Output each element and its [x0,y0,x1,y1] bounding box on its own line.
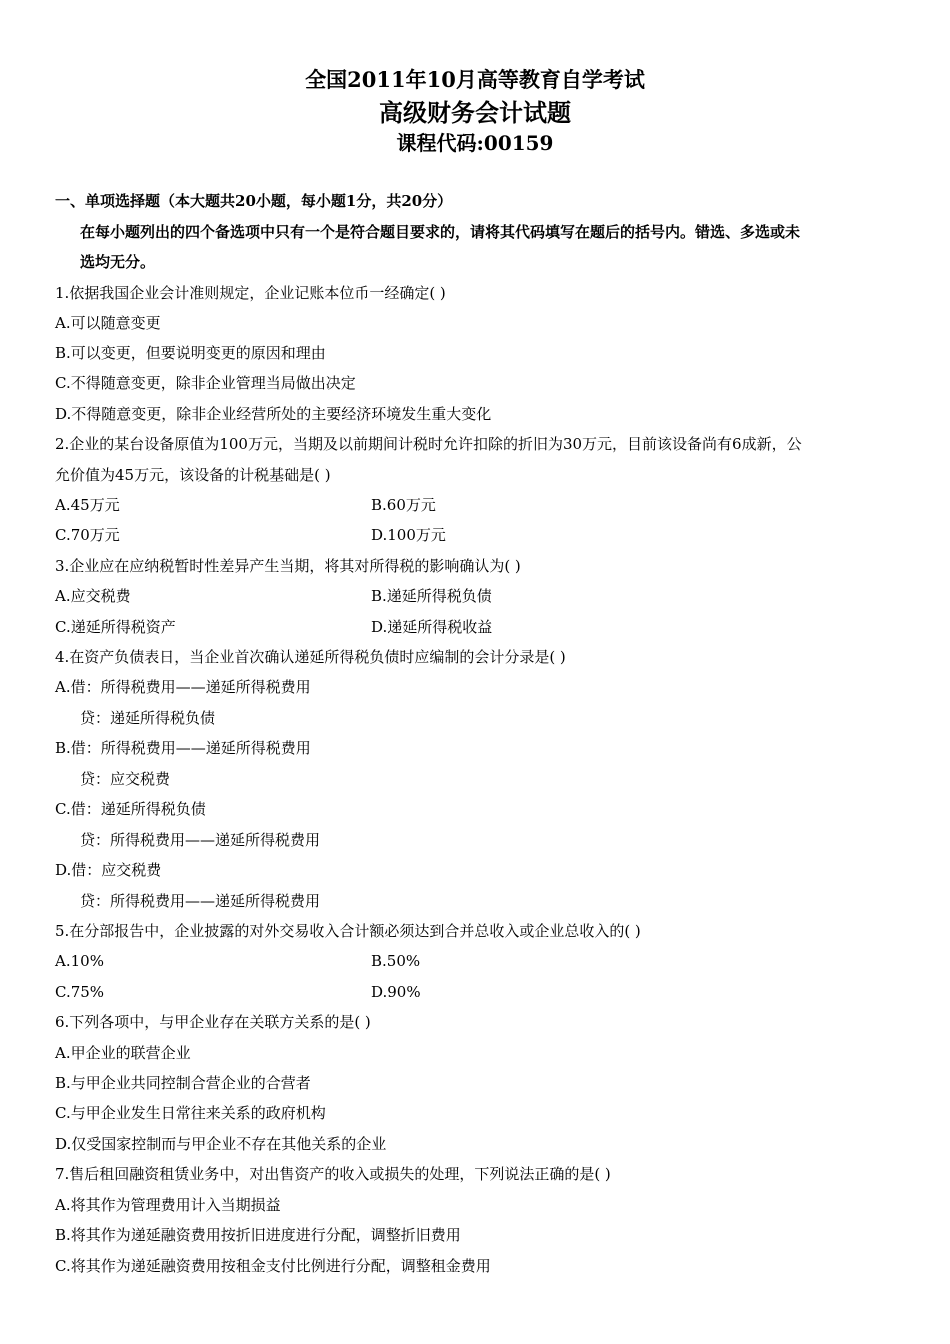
option-a-credit: 贷：递延所得税负债 [80,709,216,727]
option-c: C.不得随意变更，除非企业管理当局做出决定 [55,374,356,392]
option-d: D.仅受国家控制而与甲企业不存在其他关系的企业 [55,1135,387,1153]
section-instructions: 在每小题列出的四个备选项中只有一个是符合题目要求的，请将其代码填写在题后的括号内。错选、多选或未 [80,223,801,241]
question-stem: 6.下列各项中，与甲企业存在关联方关系的是( ) [55,1013,371,1031]
option-d: D.递延所得税收益 [371,618,493,636]
option-a: A.45万元 [55,496,120,514]
option-d: D.100万元 [371,526,446,544]
exam-title: 全国2011年10月高等教育自学考试 [305,67,645,92]
option-b-credit: 贷：应交税费 [80,770,171,788]
option-b: B.与甲企业共同控制合营企业的合营者 [55,1074,311,1092]
section-instructions-cont: 选均无分。 [80,253,156,271]
question-stem: 5.在分部报告中，企业披露的对外交易收入合计额必须达到合并总收入或企业总收入的( ) [55,922,641,940]
section-heading: 一、单项选择题（本大题共20小题，每小题1分，共20分） [55,192,453,210]
option-c: C.75% [55,983,105,1001]
option-c: C.与甲企业发生日常往来关系的政府机构 [55,1104,326,1122]
option-b: B.将其作为递延融资费用按折旧进度进行分配，调整折旧费用 [55,1226,461,1244]
course-code: 课程代码:00159 [396,131,554,155]
option-d-debit: D.借：应交税费 [55,861,162,879]
option-d: D.不得随意变更，除非企业经营所处的主要经济环境发生重大变化 [55,405,492,423]
option-d-credit: 贷：所得税费用——递延所得税费用 [80,892,321,910]
option-b-debit: B.借：所得税费用——递延所得税费用 [55,739,311,757]
option-a: A.甲企业的联营企业 [55,1044,191,1062]
option-a: A.应交税费 [55,587,131,605]
question-stem: 1.依据我国企业会计准则规定，企业记账本位币一经确定( ) [55,284,446,302]
question-stem: 7.售后租回融资租赁业务中，对出售资产的收入或损失的处理，下列说法正确的是( ) [55,1165,611,1183]
option-c: C.70万元 [55,526,120,544]
option-a: A.可以随意变更 [55,314,161,332]
paper-title: 高级财务会计试题 [379,98,571,127]
option-b: B.可以变更，但要说明变更的原因和理由 [55,344,326,362]
option-d: D.90% [371,983,421,1001]
option-c-debit: C.借：递延所得税负债 [55,800,206,818]
option-b: B.60万元 [371,496,436,514]
option-a: A.将其作为管理费用计入当期损益 [55,1196,281,1214]
option-c: C.递延所得税资产 [55,618,176,636]
question-stem: 2.企业的某台设备原值为100万元，当期及以前期间计税时允许扣除的折旧为30万元，目前该设备尚有6成新，公 [55,435,802,453]
option-c: C.将其作为递延融资费用按租金支付比例进行分配，调整租金费用 [55,1257,491,1275]
option-a-debit: A.借：所得税费用——递延所得税费用 [55,678,311,696]
option-c-credit: 贷：所得税费用——递延所得税费用 [80,831,321,849]
question-stem-cont: 允价值为45万元，该设备的计税基础是( ) [55,466,331,484]
question-stem: 4.在资产负债表日，当企业首次确认递延所得税负债时应编制的会计分录是( ) [55,648,566,666]
option-b: B.递延所得税负债 [371,587,492,605]
question-stem: 3.企业应在应纳税暂时性差异产生当期，将其对所得税的影响确认为( ) [55,557,521,575]
option-a: A.10% [55,952,104,970]
option-b: B.50% [371,952,421,970]
